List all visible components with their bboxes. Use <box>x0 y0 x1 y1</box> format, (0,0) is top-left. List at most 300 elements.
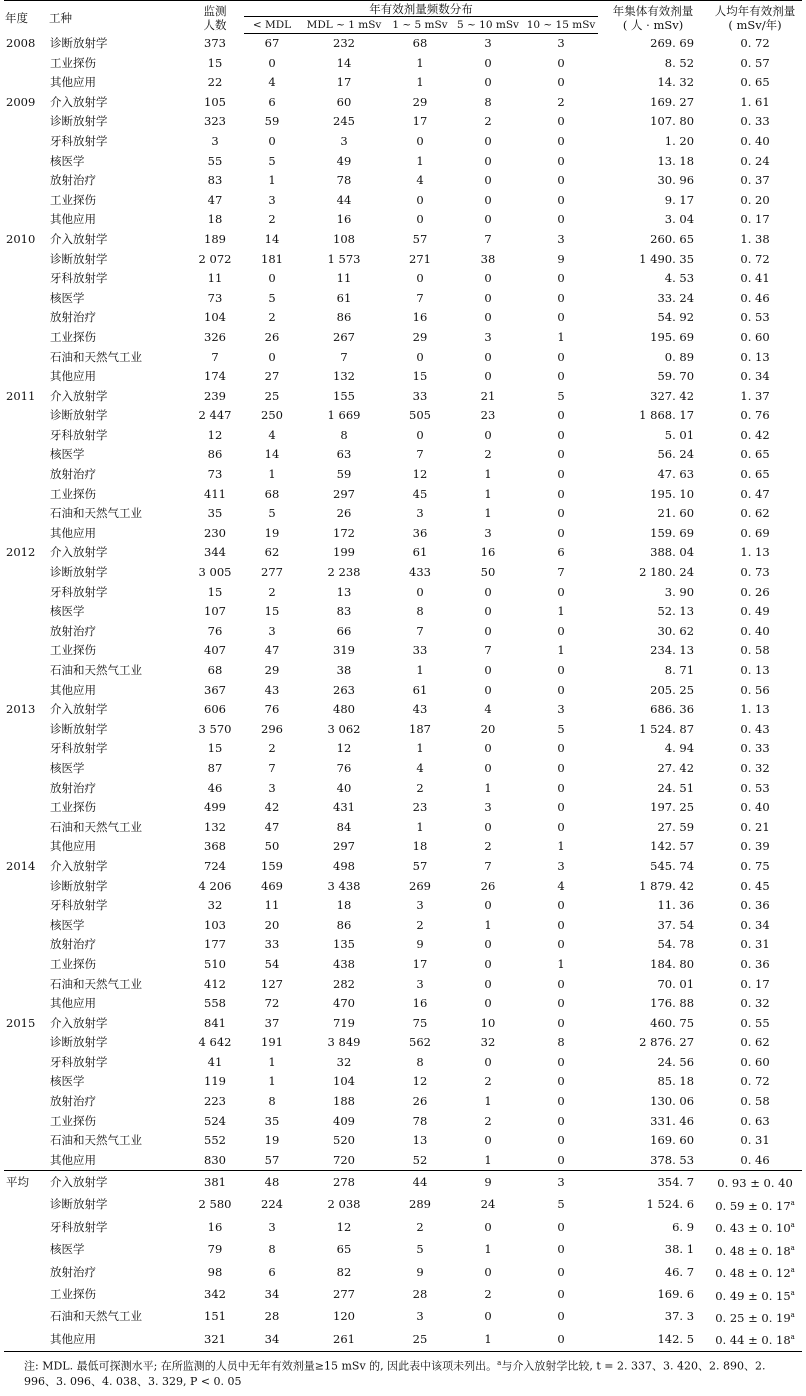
cell-avg-value: 0. 72 <box>740 1074 770 1089</box>
cell-monitored: 46 <box>207 780 223 795</box>
cell-monitored: 524 <box>204 1113 226 1128</box>
cell-year: 2010 <box>6 231 36 246</box>
cell-avg-value: 0. 40 <box>740 800 770 815</box>
cell-dist: 1 <box>268 173 276 188</box>
cell-type: 放射治疗 <box>50 623 96 638</box>
cell-collective: 30. 96 <box>657 173 695 188</box>
cell-avg <box>708 1194 802 1216</box>
table-row <box>4 720 802 740</box>
cell-monitored: 73 <box>207 467 223 482</box>
table-row <box>4 779 802 799</box>
cell-type: 石油和天然气工业 <box>50 663 142 677</box>
cell-collective: 2 180. 24 <box>639 565 695 580</box>
table-row <box>4 1033 802 1053</box>
cell-monitored: 367 <box>204 682 226 697</box>
cell-type: 放射治疗 <box>50 173 96 188</box>
cell-dist: 3 <box>416 506 424 521</box>
cell-avg <box>708 857 802 877</box>
cell-monitored: 104 <box>204 310 226 325</box>
cell-collective: 8. 52 <box>664 55 695 70</box>
cell-dist: 7 <box>416 447 424 462</box>
cell-dist: 0 <box>557 212 565 227</box>
cell-avg-value: 0. 63 <box>740 1113 770 1128</box>
cell-type: 诊断放射学 <box>50 878 108 893</box>
cell-dist: 0 <box>484 898 492 913</box>
cell-dist: 54 <box>264 956 280 971</box>
cell-avg-value: 0. 47 <box>740 486 770 501</box>
cell-dist: 59 <box>264 114 280 129</box>
cell-dist: 48 <box>244 1171 300 1194</box>
cell-dist: 2 <box>484 447 492 462</box>
cell-year <box>4 896 48 916</box>
cell-type: 其他应用 <box>50 525 96 540</box>
cell-dist: 0 <box>484 741 492 756</box>
table-row <box>4 798 802 818</box>
cell-dist: 3 <box>416 898 424 913</box>
cell-dist: 8 <box>268 1094 276 1109</box>
cell-avg-value: 0. 44 ± 0. 18 <box>715 1333 791 1348</box>
cell-year <box>4 191 48 211</box>
cell-collective: 327. 42 <box>650 388 695 403</box>
cell-avg <box>708 485 802 505</box>
table-row <box>4 916 802 936</box>
cell-dist: 14 <box>336 55 352 70</box>
cell-collective: 4. 94 <box>664 741 695 756</box>
cell-type: 诊断放射学 <box>50 35 108 50</box>
cell-dist: 1 <box>268 467 276 482</box>
cell-dist: 82 <box>336 1264 352 1279</box>
cell-monitored: 55 <box>207 153 223 168</box>
cell-collective: 6. 9 <box>672 1219 695 1234</box>
cell-avg <box>708 1092 802 1112</box>
cell-dist: 0 <box>484 604 492 619</box>
cell-dist: 78 <box>412 1113 428 1128</box>
cell-monitored: 177 <box>204 937 226 952</box>
cell-dist: 1 <box>416 741 424 756</box>
cell-avg <box>708 622 802 642</box>
cell-dist: 3 <box>484 329 492 344</box>
table-row <box>4 328 802 348</box>
cell-type: 核医学 <box>50 153 85 168</box>
table-row <box>4 877 802 897</box>
header-bin: 10 ~ 15 mSv <box>524 17 598 34</box>
cell-dist: 17 <box>412 114 428 129</box>
cell-dist: 7 <box>416 290 424 305</box>
cell-dist: 0 <box>484 192 492 207</box>
cell-avg <box>708 289 802 309</box>
cell-collective: 5. 01 <box>664 427 695 442</box>
cell-dist: 13 <box>336 584 352 599</box>
cell-monitored: 79 <box>207 1242 223 1257</box>
cell-monitored: 98 <box>207 1264 223 1279</box>
cell-dist: 0 <box>484 290 492 305</box>
cell-dist: 0 <box>557 55 565 70</box>
cell-type: 其他应用 <box>50 1152 96 1167</box>
cell-year <box>4 935 48 955</box>
cell-dist: 7 <box>484 643 492 658</box>
table-row <box>4 583 802 603</box>
table-row <box>4 622 802 642</box>
cell-avg <box>708 73 802 93</box>
cell-monitored: 83 <box>207 173 223 188</box>
cell-collective: 13. 18 <box>657 153 695 168</box>
table-note <box>4 1352 802 1391</box>
cell-dist: 57 <box>412 858 428 873</box>
cell-dist: 23 <box>412 800 428 815</box>
cell-dist: 32 <box>480 1035 496 1050</box>
cell-collective: 159. 69 <box>650 525 695 540</box>
header-collective-line1: 年集体有效剂量 <box>612 3 694 18</box>
cell-dist: 65 <box>336 1242 352 1257</box>
table-row <box>4 681 802 701</box>
cell-dist: 108 <box>333 231 355 246</box>
cell-avg <box>708 1306 802 1328</box>
cell-dist: 1 <box>484 1094 492 1109</box>
cell-avg <box>708 1131 802 1151</box>
cell-monitored: 22 <box>207 75 223 90</box>
cell-avg-value: 0. 36 <box>740 898 770 913</box>
cell-collective: 4. 53 <box>664 271 695 286</box>
table-row <box>4 387 802 407</box>
cell-dist: 5 <box>557 388 565 403</box>
cell-avg-value: 0. 43 ± 0. 10 <box>715 1221 791 1236</box>
cell-dist: 29 <box>412 94 428 109</box>
cell-year <box>4 426 48 446</box>
cell-collective: 37. 54 <box>657 917 695 932</box>
cell-dist: 7 <box>340 349 348 364</box>
cell-year <box>4 975 48 995</box>
cell-avg <box>708 837 802 857</box>
cell-dist: 181 <box>261 251 283 266</box>
cell-year <box>4 524 48 544</box>
cell-type: 核医学 <box>50 1074 85 1089</box>
cell-dist: 0 <box>557 133 565 148</box>
cell-avg <box>708 524 802 544</box>
header-monitored <box>186 1 244 34</box>
cell-dist: 19 <box>264 1133 280 1148</box>
cell-dist: 0 <box>484 956 492 971</box>
cell-dist: 17 <box>336 75 352 90</box>
cell-avg-value: 1. 61 <box>740 94 770 109</box>
cell-collective: 46. 7 <box>664 1264 695 1279</box>
cell-avg-value: 0. 13 <box>740 349 770 364</box>
cell-dist: 26 <box>264 329 280 344</box>
table-row <box>4 367 802 387</box>
table-row <box>4 1053 802 1073</box>
cell-year <box>4 1131 48 1151</box>
cell-dist: 0 <box>484 310 492 325</box>
cell-dist: 0 <box>557 917 565 932</box>
cell-dist: 44 <box>336 192 352 207</box>
cell-monitored: 15 <box>207 584 223 599</box>
cell-collective: 130. 06 <box>650 1094 695 1109</box>
cell-year <box>4 504 48 524</box>
cell-type: 其他应用 <box>50 682 96 697</box>
cell-monitored: 47 <box>207 192 223 207</box>
cell-collective: 54. 78 <box>657 937 695 952</box>
cell-dist: 269 <box>409 878 431 893</box>
cell-year <box>4 759 48 779</box>
cell-collective: 70. 01 <box>657 976 695 991</box>
cell-avg-value: 0. 55 <box>740 1015 770 1030</box>
cell-year <box>4 563 48 583</box>
cell-collective: 388. 04 <box>650 545 695 560</box>
cell-avg <box>708 877 802 897</box>
table-body <box>4 34 802 1352</box>
cell-dist: 1 <box>484 1152 492 1167</box>
cell-dist: 0 <box>484 153 492 168</box>
cell-type: 工业探伤 <box>50 1286 96 1301</box>
cell-avg-sup: a <box>790 1310 795 1319</box>
cell-dist: 0 <box>557 114 565 129</box>
cell-monitored: 239 <box>204 388 226 403</box>
cell-dist: 19 <box>264 525 280 540</box>
cell-type: 其他应用 <box>50 996 96 1011</box>
cell-type: 石油和天然气工业 <box>50 976 142 991</box>
cell-dist: 0 <box>557 349 565 364</box>
cell-dist: 40 <box>336 780 352 795</box>
cell-dist: 0 <box>484 271 492 286</box>
cell-dist: 7 <box>484 858 492 873</box>
cell-dist: 86 <box>336 310 352 325</box>
cell-avg-sup: a <box>790 1221 795 1230</box>
cell-dist: 5 <box>268 153 276 168</box>
cell-year <box>4 837 48 857</box>
cell-collective: 195. 69 <box>650 329 695 344</box>
cell-collective: 142. 57 <box>650 839 695 854</box>
cell-year <box>4 465 48 485</box>
cell-dist: 9 <box>452 1171 524 1194</box>
cell-dist: 0 <box>557 173 565 188</box>
cell-dist: 0 <box>484 369 492 384</box>
cell-avg <box>708 152 802 172</box>
cell-dist: 2 038 <box>327 1197 361 1212</box>
cell-dist: 14 <box>264 231 280 246</box>
cell-year <box>4 210 48 230</box>
table-row <box>4 1328 802 1351</box>
cell-collective: 169. 60 <box>650 1133 695 1148</box>
cell-type: 牙科放射学 <box>50 271 108 286</box>
cell-dist: 187 <box>409 721 431 736</box>
cell-avg-value: 1. 13 <box>740 545 770 560</box>
cell-year <box>4 1306 48 1328</box>
cell-dist: 0 <box>557 447 565 462</box>
cell-dist: 38 <box>336 663 352 677</box>
cell-dist: 1 669 <box>327 408 361 423</box>
cell-collective: 269. 69 <box>650 35 695 50</box>
table-row <box>4 406 802 426</box>
cell-dist: 2 <box>484 1113 492 1128</box>
cell-type: 介入放射学 <box>50 858 108 873</box>
cell-dist: 12 <box>412 467 428 482</box>
cell-dist: 0 <box>557 486 565 501</box>
cell-avg <box>708 1112 802 1132</box>
cell-dist: 26 <box>412 1094 428 1109</box>
cell-dist: 72 <box>264 996 280 1011</box>
cell-dist: 47 <box>264 643 280 658</box>
cell-monitored: 412 <box>204 976 226 991</box>
cell-collective: 27. 59 <box>657 819 695 834</box>
cell-dist: 57 <box>412 231 428 246</box>
cell-dist: 7 <box>416 623 424 638</box>
cell-avg <box>708 191 802 211</box>
cell-dist: 6 <box>268 94 276 109</box>
table-row <box>4 955 802 975</box>
cell-dist: 520 <box>333 1133 355 1148</box>
cell-collective: 1 524. 6 <box>646 1197 695 1212</box>
cell-dist: 0 <box>484 212 492 227</box>
cell-year <box>4 602 48 622</box>
cell-dist: 34 <box>244 1328 300 1351</box>
cell-dist: 0 <box>557 1219 565 1234</box>
cell-avg <box>708 739 802 759</box>
cell-dist: 0 <box>268 271 276 286</box>
header-bin: 5 ~ 10 mSv <box>452 17 524 34</box>
cell-type: 牙科放射学 <box>50 741 108 756</box>
cell-avg <box>708 269 802 289</box>
cell-type: 其他应用 <box>50 212 96 227</box>
cell-monitored: 107 <box>204 604 226 619</box>
cell-avg <box>708 975 802 995</box>
cell-avg <box>708 1014 802 1034</box>
cell-dist: 1 <box>557 604 565 619</box>
cell-dist: 0 <box>484 682 492 697</box>
cell-dist: 43 <box>412 702 428 717</box>
cell-avg-value: 0. 31 <box>740 937 770 952</box>
cell-avg-sup: a <box>790 1333 795 1342</box>
cell-type: 工业探伤 <box>50 1113 96 1128</box>
cell-type: 诊断放射学 <box>50 114 108 129</box>
cell-dist: 15 <box>264 604 280 619</box>
cell-avg <box>708 681 802 701</box>
cell-dist: 27 <box>264 369 280 384</box>
cell-dist: 36 <box>412 525 428 540</box>
table-row <box>4 739 802 759</box>
cell-dist: 1 <box>484 467 492 482</box>
cell-year <box>4 1239 48 1261</box>
cell-dist: 1 <box>557 329 565 344</box>
cell-type: 石油和天然气工业 <box>50 819 142 834</box>
cell-dist: 66 <box>336 623 352 638</box>
cell-dist: 0 <box>557 760 565 775</box>
cell-dist: 1 <box>484 486 492 501</box>
cell-year <box>4 269 48 289</box>
cell-avg-sup: a <box>790 1288 795 1297</box>
cell-dist: 52 <box>412 1152 428 1167</box>
cell-collective: 14. 32 <box>657 75 695 90</box>
cell-type: 放射治疗 <box>50 937 96 952</box>
cell-dist: 0 <box>484 173 492 188</box>
cell-dist: 0 <box>557 1152 565 1167</box>
cell-dist: 10 <box>480 1015 496 1030</box>
cell-year <box>4 1216 48 1238</box>
table-row <box>4 661 802 681</box>
cell-avg <box>708 210 802 230</box>
cell-collective: 545. 74 <box>650 858 695 873</box>
cell-avg-sup: a <box>790 1198 795 1207</box>
cell-dist: 0 <box>557 75 565 90</box>
cell-monitored: 2 072 <box>198 251 232 266</box>
cell-year <box>4 1033 48 1053</box>
cell-avg <box>708 132 802 152</box>
cell-avg-value: 0. 60 <box>740 329 770 344</box>
cell-monitored: 552 <box>204 1133 226 1148</box>
cell-dist: 86 <box>336 917 352 932</box>
cell-avg-value: 0. 46 <box>740 1152 770 1167</box>
cell-dist: 25 <box>264 388 280 403</box>
cell-dist: 8 <box>268 1242 276 1257</box>
cell-collective: 378. 53 <box>650 1152 695 1167</box>
cell-year <box>4 445 48 465</box>
cell-avg-value: 0. 65 <box>740 467 770 482</box>
cell-avg-value: 0. 34 <box>740 369 770 384</box>
cell-collective: 37. 3 <box>664 1309 695 1324</box>
cell-avg-value: 0. 62 <box>740 506 770 521</box>
cell-year <box>4 622 48 642</box>
cell-avg-value: 0. 59 ± 0. 17 <box>715 1198 791 1213</box>
cell-dist: 12 <box>336 1219 352 1234</box>
header-avg-line2: ( mSv/年) <box>728 17 782 32</box>
cell-dist: 1 <box>484 1242 492 1257</box>
table-row <box>4 935 802 955</box>
cell-dist: 0 <box>484 55 492 70</box>
cell-year <box>4 308 48 328</box>
cell-dist: 0 <box>484 1133 492 1148</box>
cell-avg <box>708 112 802 132</box>
cell-monitored: 3 570 <box>198 721 232 736</box>
cell-collective: 30. 62 <box>657 623 695 638</box>
cell-dist: 289 <box>409 1197 431 1212</box>
cell-dist: 0 <box>484 75 492 90</box>
cell-dist: 0 <box>484 1264 492 1279</box>
header-bin: 1 ~ 5 mSv <box>388 17 452 34</box>
cell-monitored: 86 <box>207 447 223 462</box>
cell-type: 工业探伤 <box>50 55 96 70</box>
cell-year <box>4 818 48 838</box>
cell-dist: 3 <box>557 702 565 717</box>
cell-year <box>4 1328 48 1351</box>
cell-dist: 132 <box>333 369 355 384</box>
cell-dist: 0 <box>557 584 565 599</box>
cell-dist: 78 <box>336 173 352 188</box>
cell-monitored: 499 <box>204 800 226 815</box>
cell-year <box>4 328 48 348</box>
cell-monitored: 373 <box>204 35 226 50</box>
cell-year <box>4 955 48 975</box>
cell-dist: 0 <box>557 310 565 325</box>
cell-monitored: 342 <box>204 1286 226 1301</box>
cell-dist: 0 <box>557 1015 565 1030</box>
cell-type: 其他应用 <box>50 839 96 854</box>
table-row <box>4 348 802 368</box>
cell-dist: 0 <box>557 153 565 168</box>
cell-dist: 1 <box>557 643 565 658</box>
table-row <box>4 210 802 230</box>
cell-avg <box>708 1151 802 1171</box>
table-row <box>4 543 802 563</box>
cell-avg <box>708 387 802 407</box>
cell-avg-value: 0. 58 <box>740 643 770 658</box>
cell-year <box>4 171 48 191</box>
cell-dist: 13 <box>412 1133 428 1148</box>
cell-collective: 197. 25 <box>650 800 695 815</box>
cell-avg <box>708 348 802 368</box>
table-row <box>4 602 802 622</box>
cell-type: 牙科放射学 <box>50 898 108 913</box>
cell-dist: 2 <box>268 741 276 756</box>
note-sup: a <box>497 1358 502 1367</box>
cell-dist: 245 <box>333 114 355 129</box>
